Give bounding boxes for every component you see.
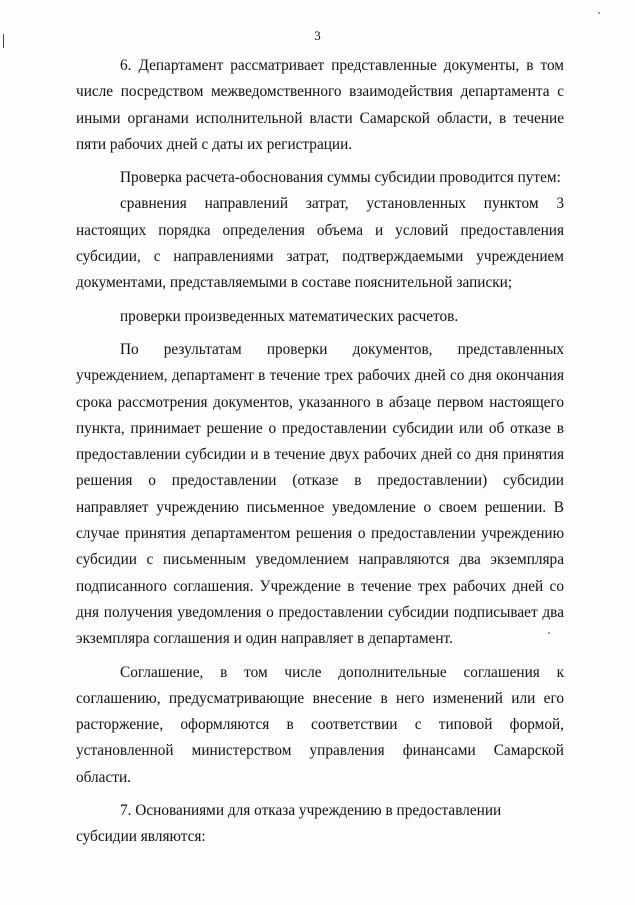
paragraph-review-results: По результатам проверки документов, представленных учреждением, департамент в течение трех рабочих дней со дня окончания срока рассмотрения документов, указанного в абзаце первом настоящего пункта, принимает решение о предоставлении субсидии или об отказе в предоставлении субсидии и в течение двух рабочих дней со дня принятия решения о предоставлении (отказе в предоставлении) субсидии направляет учреждению письменное уведомление о своем решении. В случае принятия департаментом решения о предоставлении учреждению субсидии с письменным уведомлением направляются два экземпляра подписанного соглашения. Учреждение в течение трех рабочих дней со дня получения уведомления о предоставлении субсидии подписывает два экземпляра соглашения и один направляет в департамент. — [76, 340, 564, 648]
paragraph-math-check: проверки произведенных математических расчетов. — [120, 307, 459, 325]
paragraph-calculation-check: Проверка расчета-обоснования суммы субсидии проводится путем: — [120, 169, 561, 187]
page-number: 3 — [314, 28, 321, 43]
paragraph-comparison: сравнения направлений затрат, установленных пунктом 3 настоящих порядка определения объема и условий предоставления субсидии, с направлениями затрат, подтверждаемыми учреждением документами, представляемыми в составе пояснительной записки; — [76, 195, 564, 292]
paragraph-agreement: Соглашение, в том числе дополнительные соглашения к соглашению, предусматривающие внесение в него изменений или его расторжение, оформляются в соответствии с типовой формой, установленной министерством управления финансами Самарской области. — [76, 663, 564, 786]
scan-speck — [598, 12, 600, 14]
document-body — [76, 53, 564, 851]
paragraph-item-7: 7. Основаниями для отказа учреждению в предоставлении субсидии являются: — [76, 802, 502, 846]
paragraph-item-6: 6. Департамент рассматривает представленные документы, в том числе посредством межведомственного взаимодействия департамента с иными органами исполнительной власти Самарской области, в течение пяти рабочих дней с даты их регистрации. — [76, 57, 564, 153]
